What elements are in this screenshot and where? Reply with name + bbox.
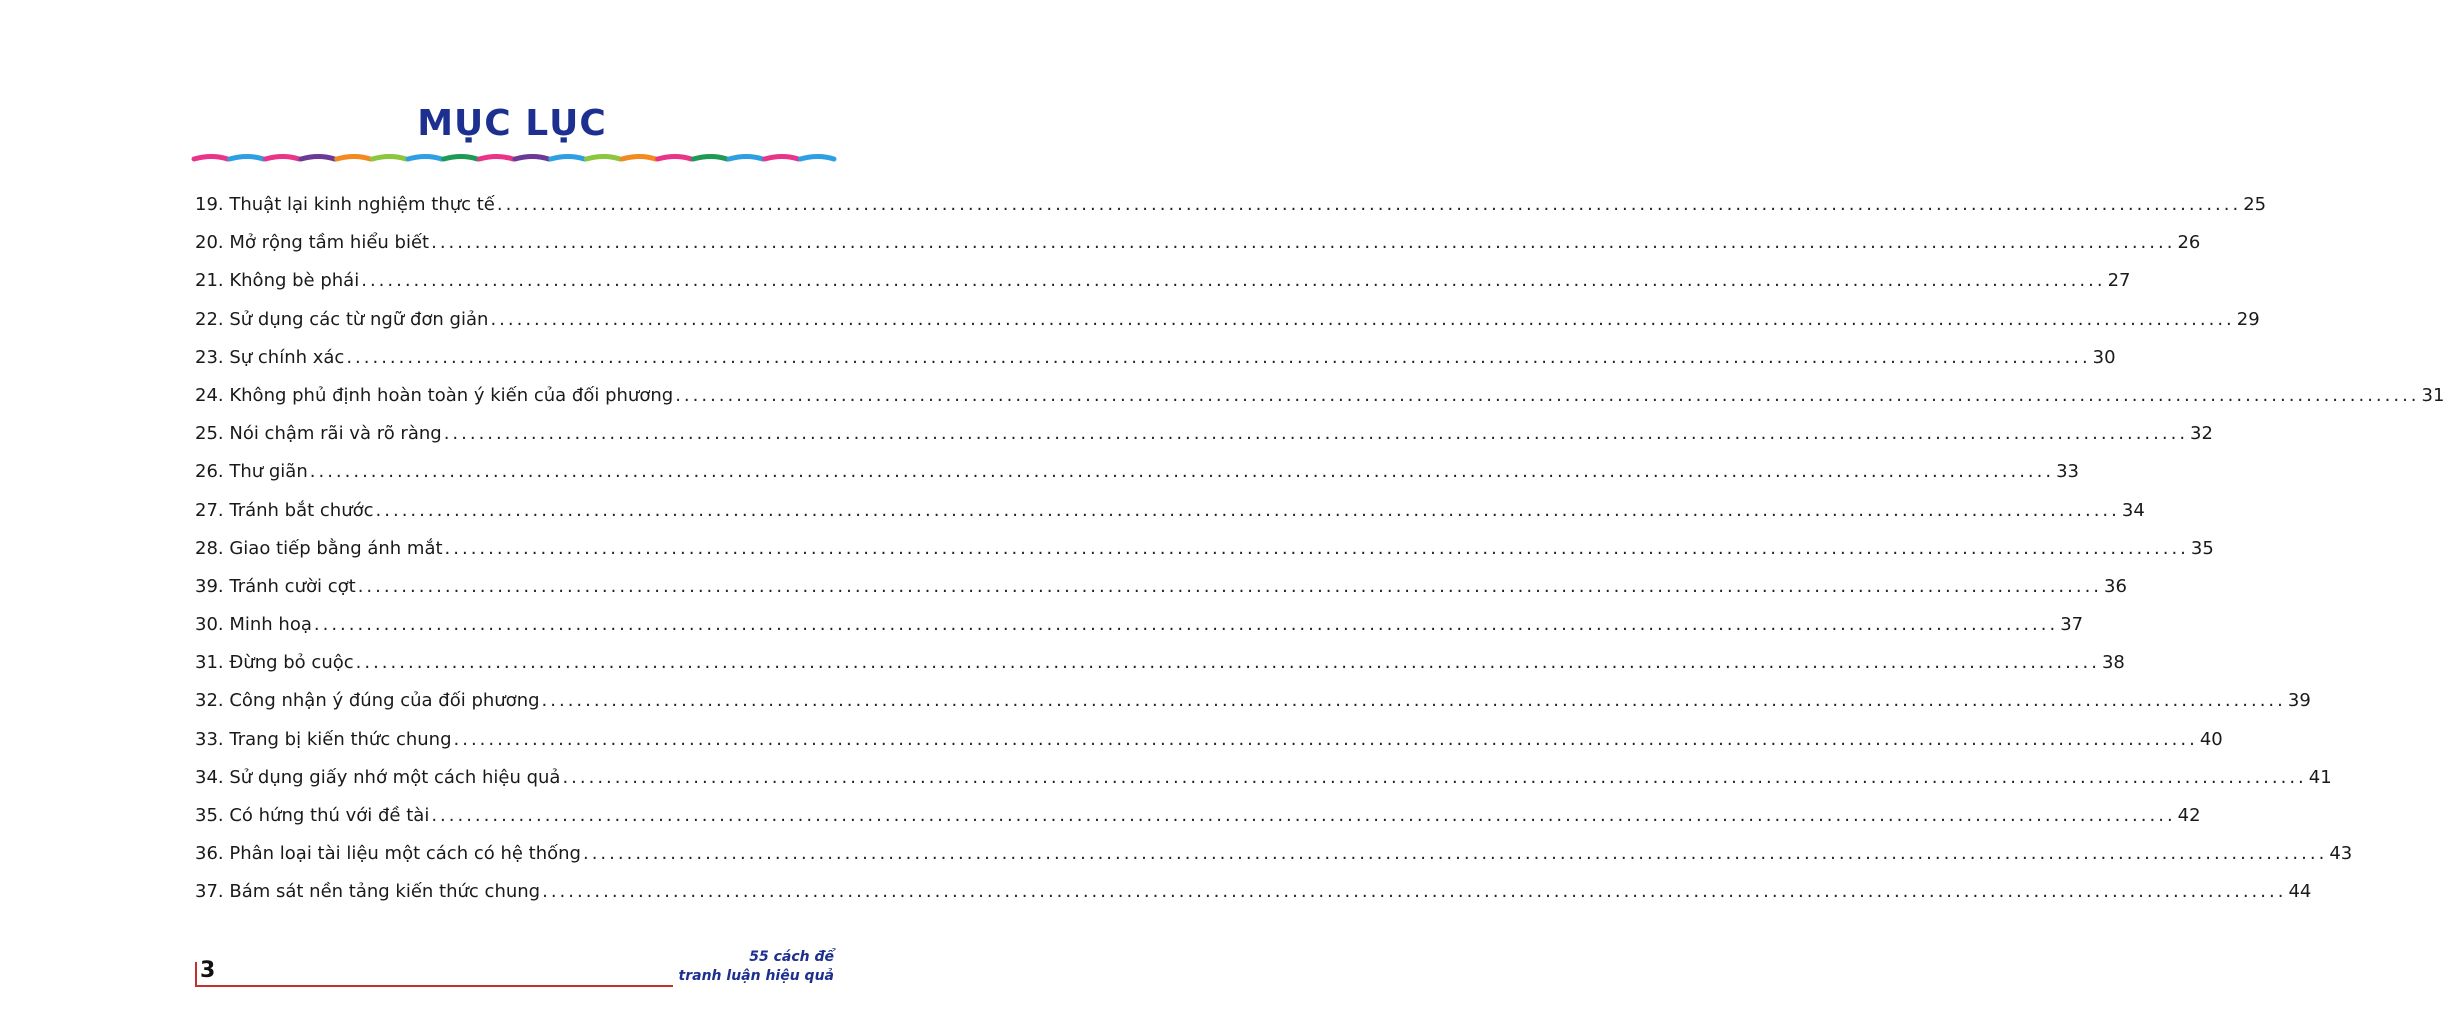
book-title-line-1: 55 cách để	[749, 949, 834, 965]
toc-entry-page: 43	[2329, 843, 2353, 865]
toc-dot-leader: ........................................................................................................................................................................................................	[496, 194, 2242, 215]
toc-entry-title: 25. Nói chậm rãi và rõ ràng	[195, 423, 442, 445]
toc-dot-leader: ........................................................................................................................................................................................................	[582, 843, 2328, 865]
toc-entry	[195, 873, 2312, 911]
toc-entry	[195, 759, 2332, 797]
page-title: MỤC LỤC	[417, 103, 607, 144]
toc-entry	[195, 262, 2131, 300]
toc-entry-page: 42	[2177, 805, 2201, 826]
toc-dot-leader: ........................................................................................................................................................................................................	[444, 537, 2189, 559]
ribbon-segment	[408, 157, 442, 160]
toc-dot-leader: ........................................................................................................................................................................................................	[355, 652, 2100, 674]
toc-entry	[195, 606, 2084, 644]
footer-divider	[195, 985, 673, 987]
toc-entry-page: 25	[2243, 194, 2267, 215]
book-title-line-2: tranh luận hiệu quả	[678, 968, 834, 984]
toc-entry	[195, 186, 2267, 224]
toc-entry-title: 36. Phân loại tài liệu một cách có hệ thống	[195, 843, 581, 865]
toc-entry-title: 23. Sự chính xác	[195, 346, 345, 368]
toc-entry-title: 22. Sử dụng các từ ngữ đơn giản	[195, 308, 489, 330]
ribbon-segment	[265, 157, 299, 160]
toc-entry-title: 37. Bám sát nền tảng kiến thức chung	[195, 881, 541, 903]
ribbon-segment	[586, 157, 620, 160]
toc-entry-page: 44	[2288, 881, 2312, 903]
toc-entry-page: 26	[2177, 232, 2201, 254]
book-title	[679, 948, 834, 986]
ribbon-segment	[622, 157, 656, 160]
ribbon-segment	[551, 157, 585, 160]
ribbon-segment	[479, 157, 513, 160]
toc-dot-leader: ........................................................................................................................................................................................................	[431, 805, 2176, 826]
toc-entry	[195, 682, 2311, 720]
ribbon-segment	[765, 157, 799, 160]
toc-entry-page: 38	[2101, 652, 2125, 674]
toc-entry-title: 27. Tránh bắt chước	[195, 499, 374, 521]
ribbon-segment	[800, 157, 834, 160]
toc-entry	[195, 224, 2201, 262]
toc-dot-leader: ........................................................................................................................................................................................................	[309, 461, 2055, 483]
toc-entry-page: 40	[2199, 728, 2223, 750]
page-number: 3	[200, 958, 216, 983]
toc-entry-title: 35. Có hứng thú với đề tài	[195, 805, 430, 826]
toc-entry	[195, 721, 2223, 759]
toc-dot-leader: ........................................................................................................................................................................................................	[346, 346, 2091, 368]
ribbon-segment	[372, 157, 406, 160]
toc-dot-leader: ........................................................................................................................................................................................................	[675, 384, 2420, 406]
toc-entry-page: 34	[2121, 499, 2145, 521]
toc-dot-leader: ........................................................................................................................................................................................................	[453, 728, 2198, 750]
toc-entry-page: 30	[2092, 346, 2116, 368]
toc-entry	[195, 644, 2125, 682]
toc-entry	[195, 415, 2213, 453]
toc-entry-page: 35	[2190, 537, 2214, 559]
toc-entry-page: 41	[2308, 766, 2332, 788]
ribbon-segment	[693, 157, 727, 160]
toc-entry	[195, 453, 2079, 491]
ribbon-segment	[194, 157, 228, 160]
ribbon-segment	[515, 157, 549, 160]
toc-entry-page: 27	[2107, 270, 2131, 292]
toc-entry-title: 39. Tránh cười cợt	[195, 575, 356, 597]
ribbon-segment	[729, 157, 763, 160]
toc-entry-title: 34. Sử dụng giấy nhớ một cách hiệu quả	[195, 766, 561, 788]
toc-entry-title: 28. Giao tiếp bằng ánh mắt	[195, 537, 443, 559]
toc-entry-title: 30. Minh hoạ	[195, 614, 312, 636]
toc-entry-title: 33. Trang bị kiến thức chung	[195, 728, 452, 750]
ribbon-segment	[301, 157, 335, 160]
toc-entry-title: 21. Không bè phái	[195, 270, 360, 292]
ribbon-segment	[658, 157, 692, 160]
toc-entry-page: 31	[2421, 384, 2444, 406]
toc-entry-title: 20. Mở rộng tầm hiểu biết	[195, 232, 430, 254]
toc-dot-leader: ........................................................................................................................................................................................................	[542, 881, 2287, 903]
color-ribbon-divider	[194, 150, 836, 166]
toc-entry	[195, 568, 2127, 606]
toc-entry-page: 32	[2190, 423, 2213, 445]
toc-entry	[195, 301, 2260, 339]
toc-entry-title: 31. Đừng bỏ cuộc	[195, 652, 354, 674]
toc-dot-leader: ........................................................................................................................................................................................................	[357, 575, 2103, 597]
toc-dot-leader: ........................................................................................................................................................................................................	[431, 232, 2176, 254]
toc-entry-title: 26. Thư giãn	[195, 461, 308, 483]
toc-entry-page: 33	[2056, 461, 2079, 483]
toc-dot-leader: ........................................................................................................................................................................................................	[313, 614, 2059, 636]
toc-entry	[195, 530, 2214, 568]
toc-entry-title: 24. Không phủ định hoàn toàn ý kiến của đối phương	[195, 384, 674, 406]
toc-dot-leader: ........................................................................................................................................................................................................	[443, 423, 2189, 445]
table-of-contents	[195, 186, 2444, 912]
toc-entry-page: 37	[2060, 614, 2084, 636]
ribbon-segment	[230, 157, 264, 160]
toc-dot-leader: ........................................................................................................................................................................................................	[375, 499, 2120, 521]
ribbon-segment	[337, 157, 371, 160]
toc-entry	[195, 377, 2444, 415]
toc-entry	[195, 797, 2201, 835]
toc-entry-page: 29	[2236, 308, 2260, 330]
toc-dot-leader: ........................................................................................................................................................................................................	[562, 766, 2307, 788]
toc-entry	[195, 835, 2353, 873]
toc-entry-page: 36	[2104, 575, 2127, 597]
ribbon-segment	[444, 157, 478, 160]
toc-entry-page: 39	[2287, 690, 2311, 712]
toc-dot-leader: ........................................................................................................................................................................................................	[490, 308, 2235, 330]
toc-dot-leader: ........................................................................................................................................................................................................	[541, 690, 2286, 712]
toc-entry-title: 19. Thuật lại kinh nghiệm thực tế	[195, 194, 495, 215]
toc-entry-title: 32. Công nhận ý đúng của đối phương	[195, 690, 540, 712]
toc-entry	[195, 492, 2145, 530]
toc-entry	[195, 339, 2116, 377]
toc-dot-leader: ........................................................................................................................................................................................................	[361, 270, 2106, 292]
footer-accent-bar	[195, 962, 197, 987]
